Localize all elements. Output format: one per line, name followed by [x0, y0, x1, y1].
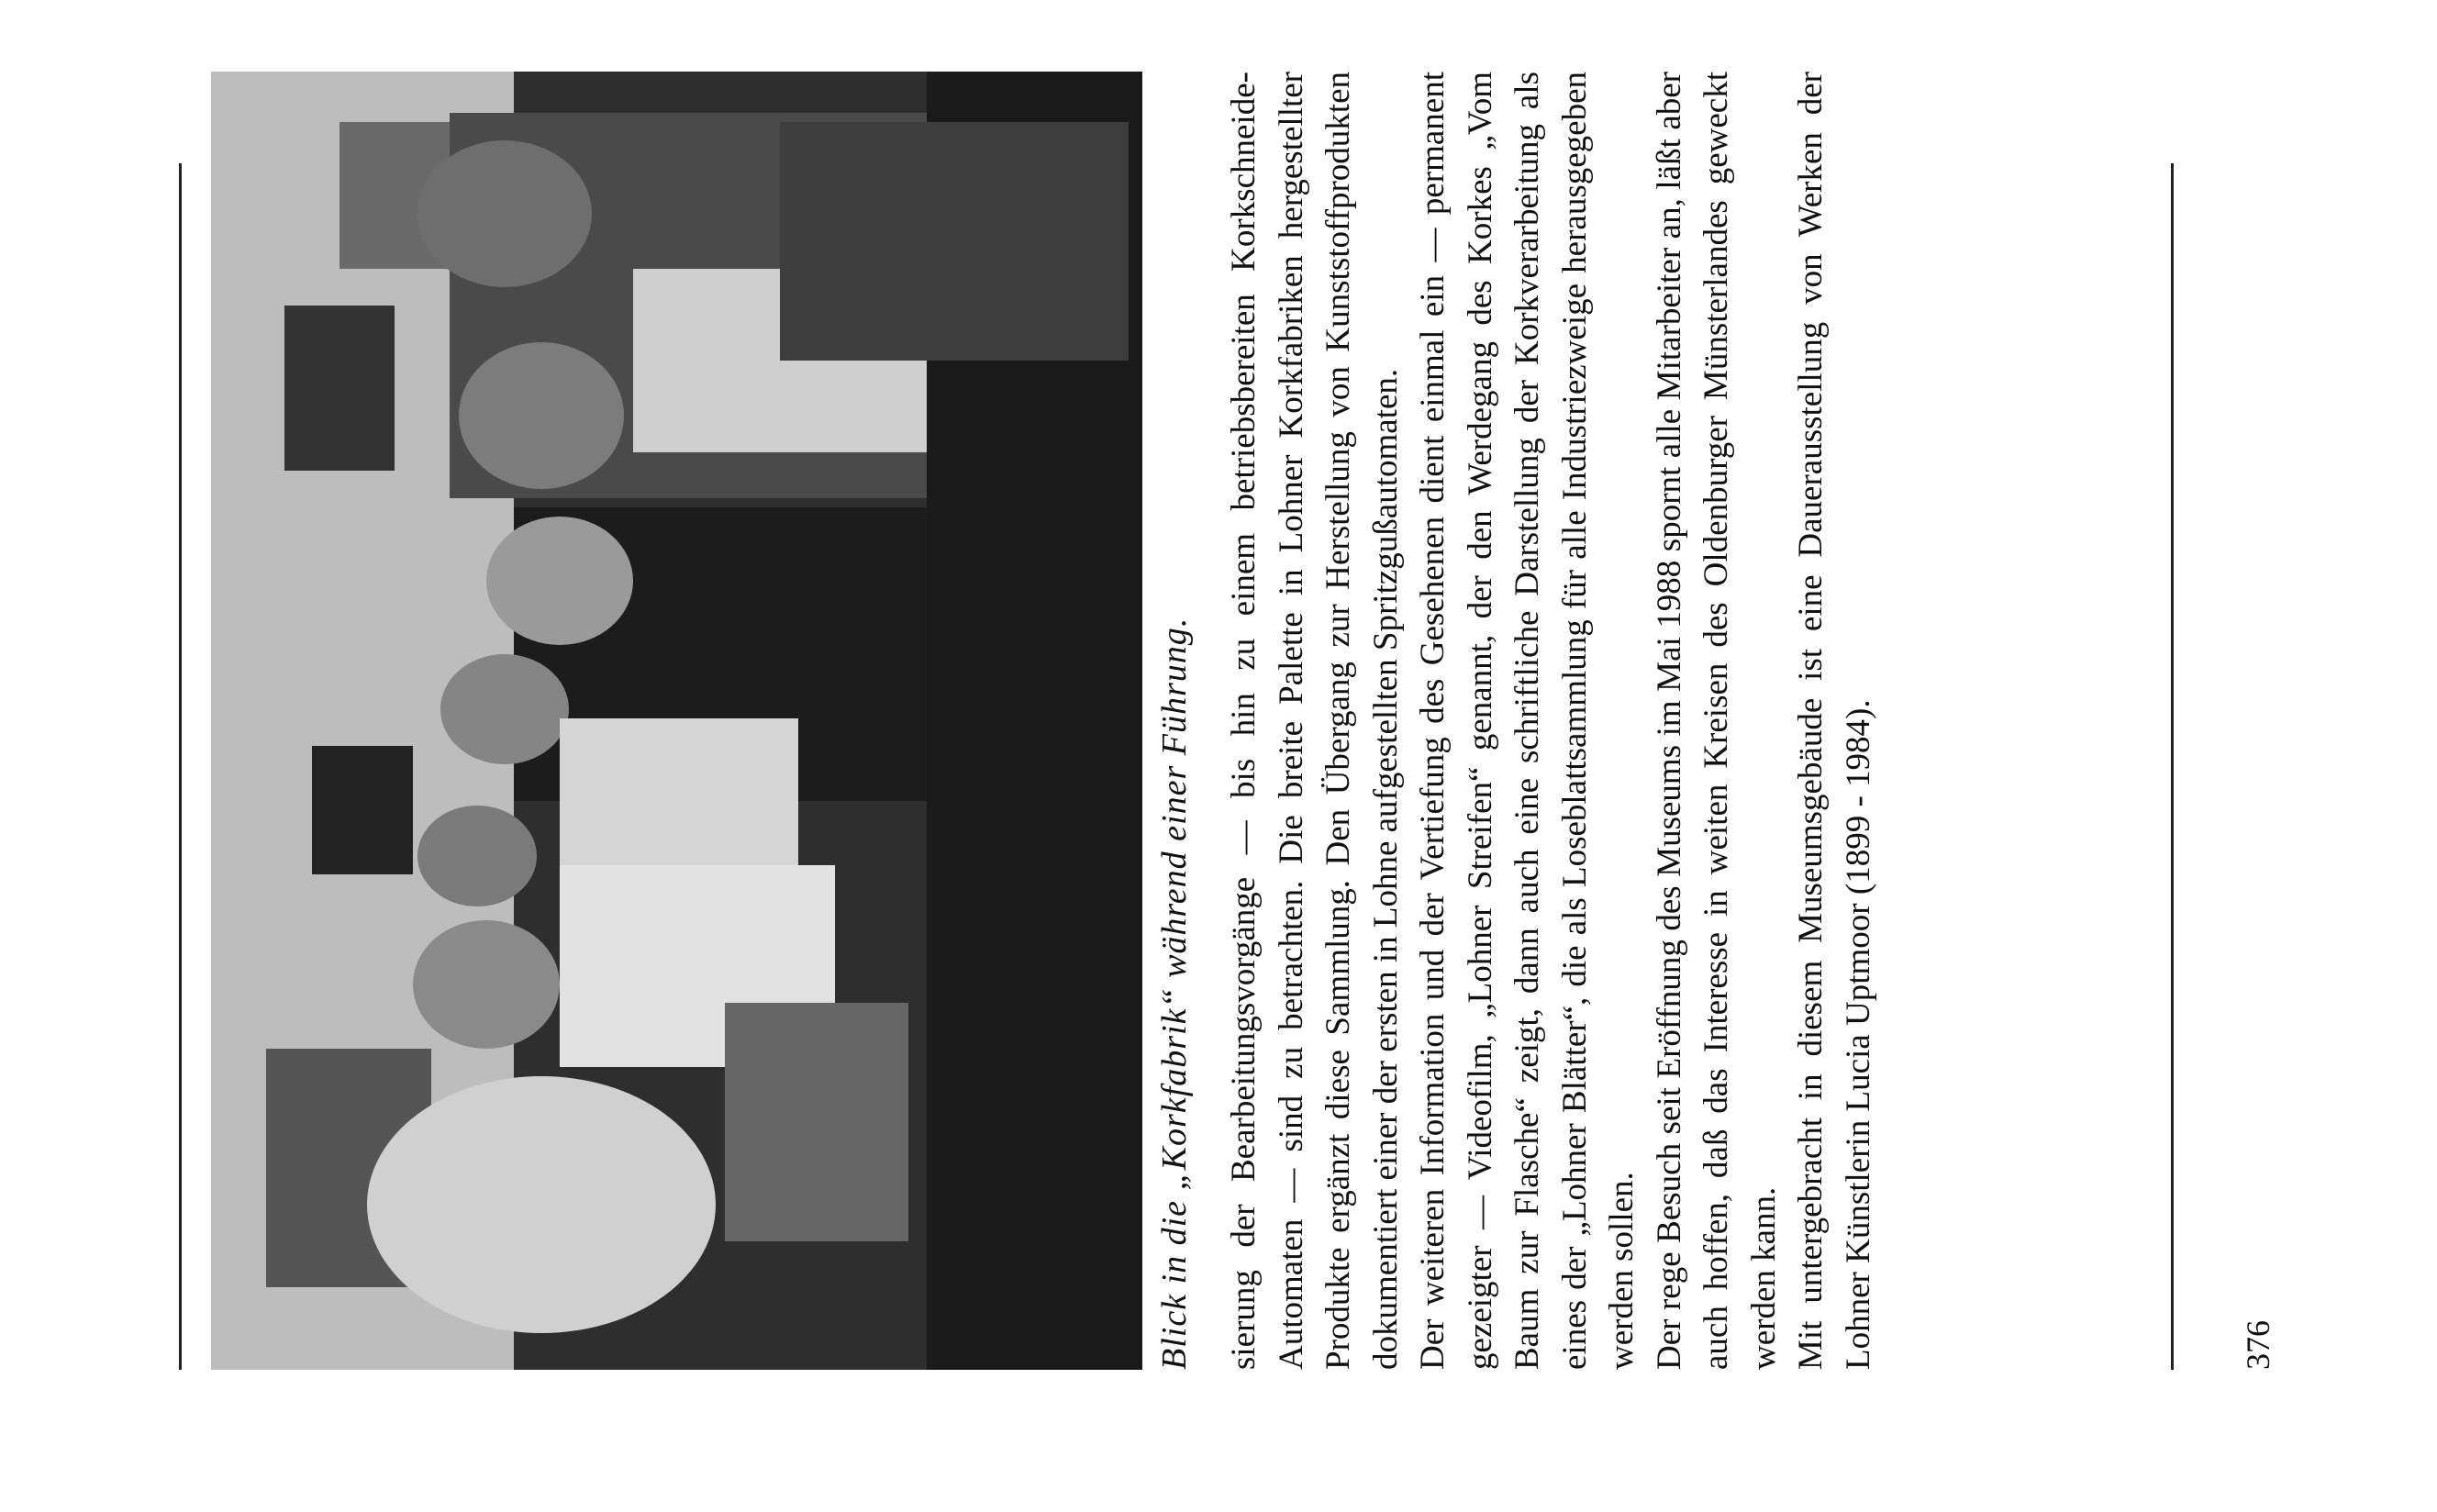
page-number: 376 [2240, 1320, 2276, 1370]
paragraph: sierung der Bearbeitungsvorgänge — bis hin zu einem betriebsbereiten Korkschneide-Automaten — sind zu betrachten. Die breite Palette in Lohner Korkfabriken hergestellter Produkte ergänzt diese Sammlung. Den Übergang zur Herstellung von Kunststoffprodukten dokumentiert einer der ersten in Lohne aufgestellten Spritzgußautomaten. [1225, 72, 1405, 1370]
photo-caption: Blick in die „Korkfabrik“ während einer Führung. [1155, 617, 1194, 1370]
paragraph: Der rege Besuch seit Eröffnung des Museums im Mai 1988 spornt alle Mitarbeiter an, läßt aber auch hoffen, daß das Interesse in weiten Kreisen des Oldenburger Münsterlandes geweckt werden kann. [1650, 72, 1783, 1370]
museum-photo [211, 72, 1142, 1370]
top-rule [179, 163, 182, 1370]
body-text [1220, 72, 1882, 1370]
photo-image [211, 72, 1142, 1370]
paragraph: Mit untergebracht in diesem Museumsgebäude ist eine Dauerausstellung von Werken der Lohner Künstlerin Lucia Uptmoor (1899 - 1984). [1792, 72, 1877, 1370]
bottom-rule [2171, 163, 2174, 1370]
paragraph: Der weiteren Information und der Vertiefung des Gesehenen dient einmal ein — permanent gezeigter — Videofilm, „Lohner Streifen“ genannt, der den Werdegang des Korkes „Vom Baum zur Flasche“ zeigt, dann auch eine schriftliche Darstellung der Korkverarbeitung als eines der „Lohner Blätter“, die als Loseblattsammlung für alle Industriezweige herausgegeben werden sollen. [1414, 72, 1641, 1370]
